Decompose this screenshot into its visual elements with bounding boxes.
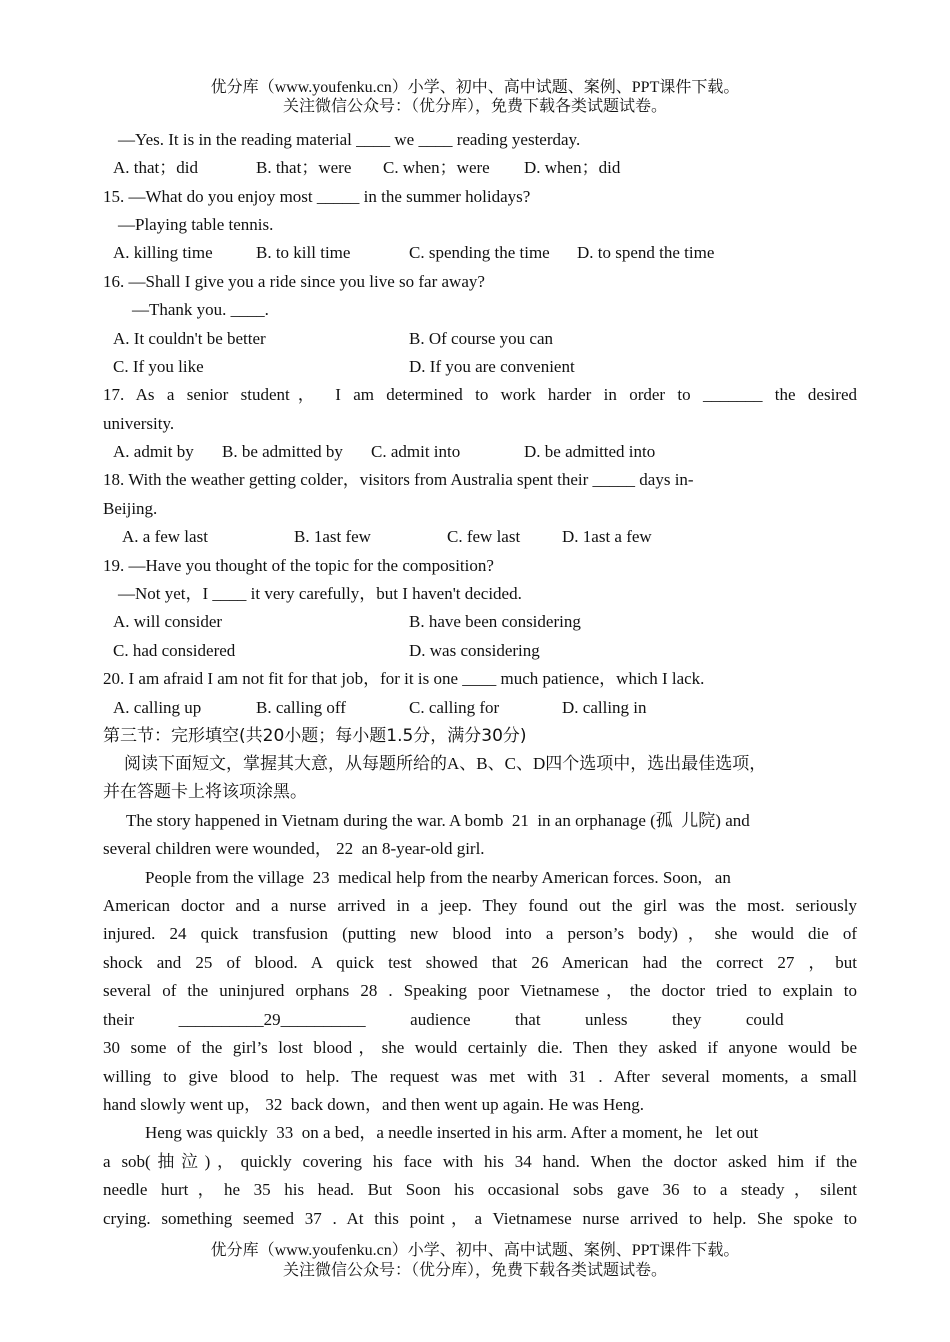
q19-reply: —Not yet，I ____ it very carefully，but I haven't decided. (118, 584, 522, 603)
q17-stem-line1: 17. As a senior student， I am determined to work harder in order to _______ the desired (103, 385, 857, 404)
q18-option-a: A. a few last (122, 527, 208, 546)
q15-stem: 15. —What do you enjoy most _____ in the summer holidays? (103, 187, 531, 206)
page-footer-line2: 关注微信公众号：（优分库），免费下载各类试题试卷。 (282, 1262, 667, 1279)
passage-p3-line1: Heng was quickly 33 on a bed，a needle inserted in his arm. After a moment, he let out (145, 1123, 759, 1142)
q17-stem-line2: university. (103, 414, 175, 433)
q19-option-c: C. had considered (113, 641, 236, 660)
q18-option-b: B. 1ast few (294, 527, 371, 546)
q15-reply: —Playing table tennis. (118, 215, 274, 234)
q17-option-c: C. admit into (371, 442, 461, 461)
passage-p2-line7: 30 some of the girl’s lost blood，she would certainly die. Then they asked if anyone would be (103, 1038, 857, 1057)
q19-option-a: A. will consider (113, 612, 223, 631)
q19-option-b: B. have been considering (409, 612, 581, 631)
q14-option-d: D. when；did (524, 158, 621, 177)
q19-stem: 19. —Have you thought of the topic for the composition? (103, 556, 494, 575)
q20-option-c: C. calling for (409, 698, 500, 717)
q18-stem-line2: Beijing. (103, 499, 158, 518)
q14-option-c: C. when；were (383, 158, 490, 177)
passage-p2-line4: shock and 25 of blood. A quick test showed that 26 American had the correct 27 ，but (103, 953, 857, 972)
passage-p2-line2: American doctor and a nurse arrived in a jeep. They found out the girl was the most. seriously (103, 896, 857, 915)
q20-option-a: A. calling up (113, 698, 202, 717)
passage-p3-line2: a sob(抽泣)，quickly covering his face with his 34 hand. When the doctor asked him if the (103, 1152, 857, 1171)
q16-option-a: A. It couldn't be better (113, 329, 266, 348)
q14-option-b: B. that；were (256, 158, 352, 177)
passage-p2-line5: several of the uninjured orphans 28 . Speaking poor Vietnamese，the doctor tried to explain to (103, 981, 857, 1000)
passage-p2-line1: People from the village 23 medical help from the nearby American forces. Soon, an (145, 868, 731, 887)
passage-p2-line3: injured. 24 quick transfusion (putting new blood into a person’s body)，she would die of (103, 924, 857, 943)
q17-option-a: A. admit by (113, 442, 194, 461)
q16-option-c: C. If you like (113, 357, 204, 376)
q15-option-a: A. killing time (113, 243, 213, 262)
q16-option-b: B. Of course you can (409, 329, 553, 348)
q20-option-d: D. calling in (562, 698, 647, 717)
q19-option-d: D. was considering (409, 641, 540, 660)
q15-option-c: C. spending the time (409, 243, 550, 262)
q18-option-d: D. 1ast a few (562, 527, 652, 546)
passage-p3-line3: needle hurt，he 35 his head. But Soon his occasional sobs gave 36 to a steady，silent (103, 1180, 857, 1199)
page-footer-line1: 优分库（www.youfenku.cn）小学、初中、高中试题、案例、PPT课件下载。 (210, 1242, 740, 1259)
passage-p1-line2: several children were wounded， 22 an 8-year-old girl. (103, 839, 485, 858)
q20-stem: 20. I am afraid I am not fit for that job，for it is one ____ much patience，which I lack. (103, 669, 705, 688)
q18-stem-line1: 18. With the weather getting colder，visitors from Australia spent their _____ days in- (103, 470, 694, 489)
passage-p3-line4: crying. something seemed 37 . At this point，a Vietnamese nurse arrived to help. She spoke to (103, 1209, 857, 1228)
q16-stem: 16. —Shall I give you a ride since you live so far away? (103, 272, 485, 291)
q18-option-c: C. few last (447, 527, 521, 546)
q15-option-d: D. to spend the time (577, 243, 715, 262)
passage-p1-line1: The story happened in Vietnam during the war. A bomb 21 in an orphanage (孤 儿院) and (126, 811, 750, 830)
q17-option-d: D. be admitted into (524, 442, 656, 461)
page-header-line2: 关注微信公众号：（优分库），免费下载各类试题试卷。 (282, 98, 667, 115)
q14-answer-line: —Yes. It is in the reading material ____ we ____ reading yesterday. (118, 130, 581, 149)
section-instruction-line1: 阅读下面短文，掌握其大意，从每题所给的A、B、C、D四个选项中，选出最佳选项， (124, 754, 767, 773)
q15-option-b: B. to kill time (256, 243, 351, 262)
passage-p2-line8: willing to give blood to help. The request was met with 31 . After several moments, a small (103, 1067, 857, 1086)
q14-option-a: A. that；did (113, 158, 198, 177)
q17-option-b: B. be admitted by (222, 442, 343, 461)
passage-p2-line9: hand slowly went up， 32 back down，and then went up again. He was Heng. (103, 1095, 645, 1114)
page-header-line1: 优分库（www.youfenku.cn）小学、初中、高中试题、案例、PPT课件下载。 (210, 79, 740, 96)
section-title: 第三节：完形填空(共20小题；每小题1.5分，满分30分) (103, 726, 527, 746)
q16-reply: —Thank you. ____. (132, 300, 269, 319)
q20-option-b: B. calling off (256, 698, 346, 717)
passage-p2-line6: their __________29__________ audience that unless they could (103, 1010, 784, 1029)
section-instruction-line2: 并在答题卡上将该项涂黑。 (103, 782, 307, 801)
q16-option-d: D. If you are convenient (409, 357, 575, 376)
